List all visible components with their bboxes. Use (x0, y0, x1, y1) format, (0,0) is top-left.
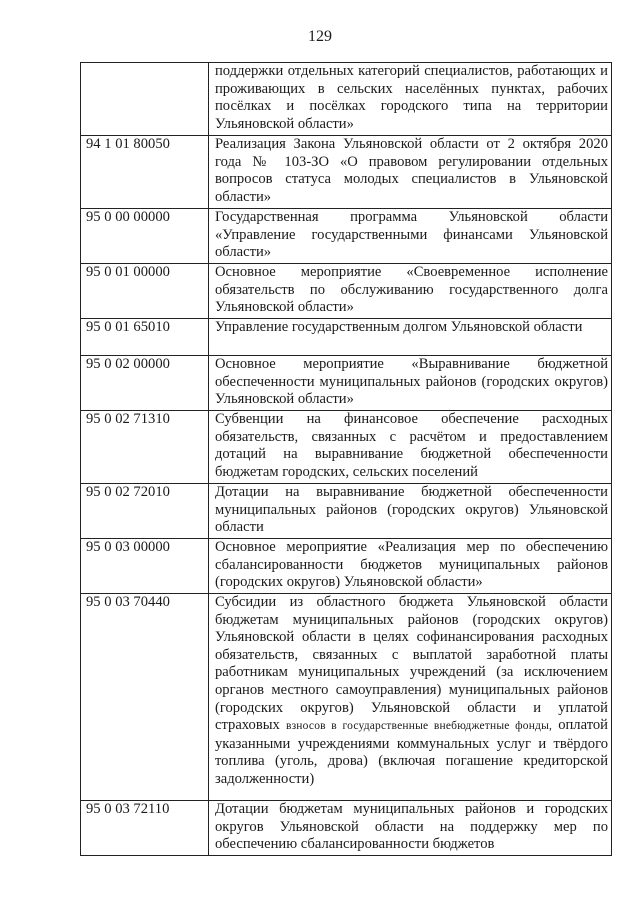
table-row (81, 594, 612, 801)
table-row (81, 801, 612, 856)
table-row (81, 356, 612, 411)
code-cell: 95 0 03 00000 (81, 539, 209, 594)
description-cell (209, 594, 612, 801)
description-cell: Управление государственным долгом Ульяновской области (209, 319, 612, 356)
table-row (81, 63, 612, 136)
code-cell: 95 0 02 71310 (81, 411, 209, 484)
description-cell: Реализация Закона Ульяновской области от 2 октября 2020 года № 103-ЗО «О правовом регулировании отдельных вопросов статуса молодых специалистов в Ульяновской области» (209, 136, 612, 209)
code-cell (81, 63, 209, 136)
code-cell: 95 0 00 00000 (81, 209, 209, 264)
code-cell: 95 0 02 00000 (81, 356, 209, 411)
description-cell: Государственная программа Ульяновской области «Управление государственными финансами Ульяновской области» (209, 209, 612, 264)
description-cell: Основное мероприятие «Своевременное исполнение обязательств по обслуживанию государственного долга Ульяновской области» (209, 264, 612, 319)
description-cell: Дотации на выравнивание бюджетной обеспеченности муниципальных районов (городских округов) Ульяновской области (209, 484, 612, 539)
table-row (81, 411, 612, 484)
description-part: Субсидии из областного бюджета Ульяновской области бюджетам муниципальных районов (городских округов) Ульяновской области в целях софинансирования расходных обязательств, связанных с выплатой заработной платы работникам муниципальных учреждений (за исключением органов местного самоуправления) муниципальных районов (городских округов) Ульяновской области и уплатой страховых (215, 594, 608, 734)
code-cell: 95 0 03 72110 (81, 801, 209, 856)
description-cell: Субвенции на финансовое обеспечение расходных обязательств, связанных с расчётом и предоставлением дотаций на выравнивание бюджетной обеспеченности бюджетам городских, сельских поселений (209, 411, 612, 484)
table-row (81, 484, 612, 539)
table-row (81, 209, 612, 264)
page-number: 129 (308, 28, 332, 45)
code-cell: 94 1 01 80050 (81, 136, 209, 209)
code-cell: 95 0 01 00000 (81, 264, 209, 319)
code-cell: 95 0 03 70440 (81, 594, 209, 801)
code-cell: 95 0 01 65010 (81, 319, 209, 356)
description-part-small: взносов в государственные внебюджетные фонды, (285, 720, 553, 733)
description-cell: Основное мероприятие «Реализация мер по обеспечению сбалансированности бюджетов муниципальных районов (городских округов) Ульяновской области» (209, 539, 612, 594)
table-row (81, 319, 612, 356)
description-part: оплатой указанными учреждениями коммунальных услуг и твёрдого топлива (уголь, дрова) (включая погашение кредиторской задолженности) (215, 717, 608, 787)
table-row (81, 136, 612, 209)
table-row (81, 539, 612, 594)
code-cell: 95 0 02 72010 (81, 484, 209, 539)
description-cell: Основное мероприятие «Выравнивание бюджетной обеспеченности муниципальных районов (городских округов) Ульяновской области» (209, 356, 612, 411)
table-row (81, 264, 612, 319)
description-cell: поддержки отдельных категорий специалистов, работающих и проживающих в сельских населённых пунктах, рабочих посёлках и посёлках городского типа на территории Ульяновской области» (209, 63, 612, 136)
budget-classification-table (80, 62, 612, 856)
description-cell: Дотации бюджетам муниципальных районов и городских округов Ульяновской области на поддержку мер по обеспечению сбалансированности бюджетов (209, 801, 612, 856)
